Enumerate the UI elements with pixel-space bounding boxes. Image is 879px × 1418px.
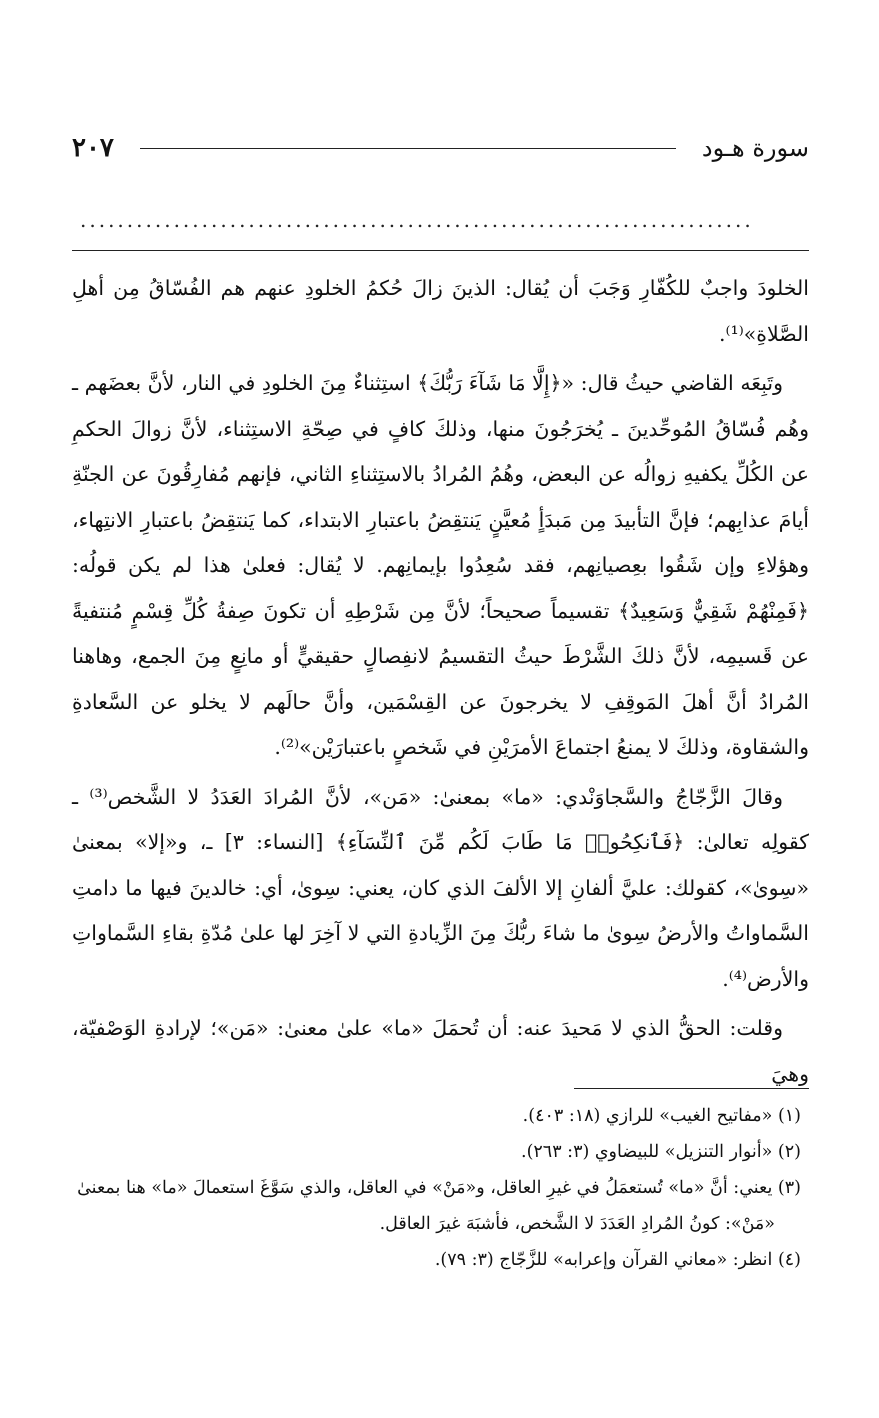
- paragraph-3: وقالَ الزَّجّاجُ والسَّجاوَنْدي: «ما» بمعنىٰ: «مَن»، لأنَّ المُرادَ العَدَدُ لا الشَّخص⁽³⁾ ـ كقولِه تعالىٰ: ﴿فَٱنكِحُوا۟ مَا طَابَ لَكُم مِّنَ ٱلنِّسَآءِ﴾ [النساء: ٣] ـ، و«إلا» بمعنىٰ «سِوىٰ»، كقولك: عليَّ ألفانِ إلا الألفَ الذي كان، يعني: سِوىٰ، أي: خالدينَ فيها ما دامتِ السَّماواتُ والأرضُ سِوىٰ ما شاءَ ربُّكَ مِنَ الزِّيادةِ التي لا آخِرَ لها علىٰ مُدّةِ بقاءِ السَّماواتِ والأرض⁽⁴⁾.: [72, 784, 810, 991]
- footnote-3: (٣) يعني: أنَّ «ما» تُستعمَلُ في غيرِ العاقل، و«مَنْ» في العاقل، والذي سَوَّغَ استعمالَ «ما» هنا بمعنىٰ: [77, 1178, 801, 1198]
- quran-text-placeholder-dots: ........................................................................: [80, 208, 754, 232]
- footnote-rule: [574, 1088, 809, 1089]
- surah-title: سورة هـود: [701, 134, 809, 162]
- paragraph-2: وتَبِعَه القاضي حيثُ قال: «﴿إِلَّا مَا شَآءَ رَبُّكَ﴾ استِثناءٌ مِنَ الخلودِ في النار، لأنَّ بعضَهم ـ وهُم فُسّاقُ المُوحِّدينَ ـ يُخرَجُونَ منها، وذلكَ كافٍ في صِحّةِ الاستِثناء، لأنَّ زوالَ الحكمِ عن الكُلِّ يكفيهِ زوالُه عن البعض، وهُمُ المُرادُ بالاستِثناءِ الثاني، فإنهم مُفارِقُونَ عن الجنّةِ أيامَ عذابِهم؛ فإنَّ التأبيدَ مِن مَبدَأٍ مُعيَّنٍ يَنتقِضُ باعتبارِ الابتداء، كما يَنتقِضُ باعتبارِ الانتِهاء، وهؤلاءِ وإن شَقُوا بعِصيانِهم، فقد سُعِدُوا بإيمانِهم. لا يُقال: فعلىٰ هذا لم يكن قولُه: ﴿فَمِنْهُمْ شَقِيٌّ وَسَعِيدٌ﴾ تقسيماً صحيحاً؛ لأنَّ مِن شَرْطِهِ أن تكونَ صِفةُ كُلِّ قِسْمٍ مُنتفيةً عن قَسيمِه، لأنَّ ذلكَ الشَّرْطَ حيثُ التقسيمُ لانفِصالٍ حقيقيٍّ أو مانِعٍ مِنَ الجمع، وهاهنا المُرادُ أنَّ أهلَ المَوقِفِ لا يخرجونَ عن القِسْمَين، وأنَّ حالَهم لا يخلو عن السَّعادةِ والشقاوة، وذلكَ لا يمنعُ اجتماعَ الأمرَيْنِ في شَخصٍ باعتبارَيْن»⁽²⁾.: [72, 371, 809, 759]
- running-header: [72, 128, 809, 168]
- footnote-4: (٤) انظر: «معاني القرآن وإعرابه» للزَّجّاج (٣: ٧٩).: [434, 1250, 801, 1270]
- footnote-1: (١) «مفاتيح الغيب» للرازي (١٨: ٤٠٣).: [522, 1106, 801, 1126]
- footnotes: [72, 1098, 801, 1278]
- paragraph-4: وقلت: الحقُّ الذي لا مَحيدَ عنه: أن تُحمَلَ «ما» علىٰ معنىٰ: «مَن»؛ لإرادةِ الوَصْفيّة، وهيَ: [72, 1016, 809, 1086]
- commentary-body: [72, 266, 809, 1101]
- page-number: ٢٠٧: [72, 133, 114, 163]
- text-separator-rule: [72, 250, 809, 251]
- footnote-3-continuation: «مَنْ»: كونُ المُرادِ العَدَدَ لا الشَّخص، فأشبَهَ غيرَ العاقل.: [379, 1214, 775, 1234]
- header-rule: [140, 148, 676, 149]
- footnote-2: (٢) «أنوار التنزيل» للبيضاوي (٣: ٢٦٣).: [521, 1142, 801, 1162]
- paragraph-1: الخلودَ واجبٌ للكُفّارِ وَجَبَ أن يُقال: الذينَ زالَ حُكمُ الخلودِ عنهم هم الفُسّاقُ مِن أهلِ الصَّلاةِ»⁽¹⁾.: [72, 276, 809, 346]
